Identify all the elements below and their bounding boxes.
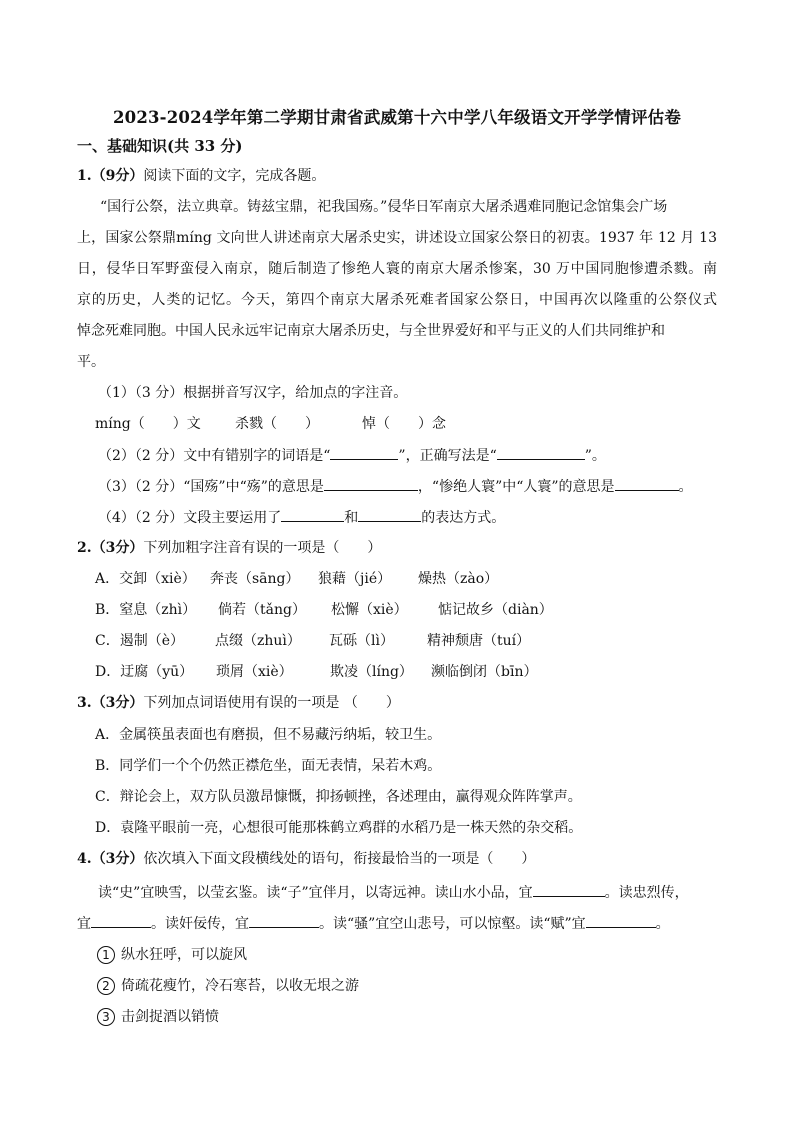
- section-heading: 一、基础知识(共 33 分): [77, 137, 243, 155]
- option-row-d: [95, 662, 735, 682]
- question-number: 2.: [77, 540, 92, 556]
- question-text: 阅读下面的文字，完成各题。: [143, 168, 326, 184]
- answer-blank[interactable]: [281, 507, 344, 522]
- question-number: 1.: [77, 168, 92, 184]
- question-text: 下列加点词语使用有误的一项是 （ ）: [143, 695, 400, 711]
- passage-text: 。读“骚”宜空山悲号，可以惊壑。读“赋”宜: [319, 916, 586, 932]
- passage-line: “国行公祭，法立典章。铸兹宝鼎，祀我国殇。”侵华日军南京大屠杀遇难同胞记念馆集会广场: [100, 199, 668, 215]
- option-b: B．同学们一个个仍然正襟危坐，面无表情，呆若木鸡。: [95, 758, 442, 774]
- passage-text: 宜: [77, 916, 91, 932]
- choice-text: 纵水狂呼，可以旋风: [121, 947, 247, 963]
- question-number: 4.: [77, 851, 92, 867]
- option-cell: 狼藉（jié）: [318, 571, 392, 587]
- option-cell: C．遏制（è）: [95, 633, 184, 649]
- option-cell: 欺凌（líng）: [330, 664, 413, 680]
- option-cell: 濒临倒闭（bīn）: [431, 664, 538, 680]
- option-cell: 精神颓唐（tuí）: [427, 633, 531, 649]
- q4-choice: [97, 945, 737, 965]
- passage-line: 平。: [77, 354, 105, 370]
- subquestion-2: [98, 445, 738, 466]
- subquestion-1: （1）（3 分）根据拼音写汉字，给加点的字注音。: [98, 385, 408, 401]
- passage-text: 读“史”宜映雪，以莹玄鉴。读“子”宜伴月，以寄远神。读山水小品，宜: [98, 885, 533, 901]
- question-score: （3分）: [91, 851, 144, 867]
- option-row-b: [95, 600, 735, 620]
- pinyin-item: 杀戮（ ）: [235, 416, 319, 432]
- option-cell: 惦记故乡（diàn）: [438, 602, 553, 618]
- option-cell: 瓦砾（lì）: [329, 633, 394, 649]
- option-cell: 松懈（xiè）: [331, 602, 408, 618]
- answer-blank[interactable]: [533, 882, 605, 897]
- answer-blank[interactable]: [586, 913, 656, 928]
- passage-text: 。: [655, 916, 670, 932]
- subquestion-text: ”。: [584, 448, 606, 464]
- answer-blank[interactable]: [497, 445, 585, 460]
- question-3-stem: [77, 693, 717, 713]
- passage-line: 悼念死难同胞。中国人民永远牢记南京大屠杀历史，与全世界爱好和平与正义的人们共同维护和: [77, 323, 665, 339]
- subquestion-text: （2）（2 分）文中有错别字的词语是“: [98, 448, 331, 464]
- answer-blank[interactable]: [91, 913, 151, 928]
- subquestion-text: 和: [344, 510, 359, 526]
- circled-number: 2: [97, 977, 115, 995]
- option-d: D．袁隆平眼前一亮，心想很可能那株鹤立鸡群的水稻乃是一株天然的杂交稻。: [95, 820, 583, 836]
- option-a: A．金属筷虽表面也有磨损，但不易藏污纳垢，较卫生。: [95, 727, 442, 743]
- option-cell: D．迂腐（yū）: [95, 664, 194, 680]
- passage-line: 京的历史，人类的记忆。今天，第四个南京大屠杀死难者国家公祭日，中国再次以隆重的公祭仪式: [77, 292, 717, 308]
- answer-blank[interactable]: [615, 476, 679, 491]
- subquestion-4: [98, 507, 738, 528]
- option-cell: 倘若（tǎng）: [218, 602, 306, 618]
- option-cell: B．窒息（zhì）: [95, 602, 197, 618]
- question-4-stem: [77, 849, 717, 869]
- subquestion-1-items: [95, 414, 735, 434]
- q4-passage-line: [98, 882, 738, 903]
- option-cell: A．交卸（xiè）: [95, 571, 196, 587]
- option-row-c: [95, 631, 735, 651]
- choice-text: 倚疏花瘦竹，冷石寒苔，以收无垠之游: [121, 978, 359, 994]
- q4-choice: [97, 976, 737, 996]
- document-title: 2023-2024学年第二学期甘肃省武威第十六中学八年级语文开学学情评估卷: [112, 108, 682, 127]
- pinyin-item: míng（ ）文: [95, 416, 201, 432]
- q4-passage-line: [77, 913, 717, 934]
- subquestion-text: 。: [678, 479, 693, 495]
- answer-blank[interactable]: [358, 507, 421, 522]
- subquestion-3: [98, 476, 738, 497]
- option-row-a: [95, 569, 735, 589]
- answer-blank[interactable]: [324, 476, 418, 491]
- question-text: 依次填入下面文段横线处的语句，衔接最恰当的一项是（ ）: [143, 851, 536, 867]
- option-cell: 琐屑（xiè）: [216, 664, 293, 680]
- question-score: （3分）: [91, 540, 144, 556]
- passage-line: 日，侵华日军野蛮侵入南京，随后制造了惨绝人寰的南京大屠杀惨案，30 万中国同胞惨遭杀戮。南: [77, 261, 717, 277]
- passage-line: 上，国家公祭鼎míng 文向世人讲述南京大屠杀史实，讲述设立国家公祭日的初衷。1937 年 12 月 13: [77, 230, 717, 246]
- passage-text: 。读忠烈传，: [604, 885, 689, 901]
- question-2-stem: [77, 538, 717, 558]
- option-cell: 点缀（zhuì）: [215, 633, 301, 649]
- question-1-stem: [77, 166, 717, 186]
- subquestion-text: （3）（2 分）“国殇”中“殇”的意思是: [98, 479, 324, 495]
- q4-choice: [97, 1007, 737, 1027]
- pinyin-item: 悼（ ）念: [362, 416, 446, 432]
- question-number: 3.: [77, 695, 92, 711]
- question-text: 下列加粗字注音有误的一项是（ ）: [143, 540, 382, 556]
- answer-blank[interactable]: [330, 445, 398, 460]
- option-cell: 燥热（zào）: [418, 571, 499, 587]
- subquestion-text: ，“惨绝人寰”中“人寰”的意思是: [417, 479, 615, 495]
- option-c: C．辩论会上，双方队员激昂慷慨，抑扬顿挫，各述理由，赢得观众阵阵掌声。: [95, 789, 582, 805]
- circled-number: 1: [97, 946, 115, 964]
- question-score: （9分）: [91, 168, 144, 184]
- question-score: （3分）: [91, 695, 144, 711]
- passage-text: 。读奸佞传，宜: [151, 916, 249, 932]
- subquestion-text: ”，正确写法是“: [398, 448, 497, 464]
- subquestion-text: 的表达方式。: [421, 510, 506, 526]
- option-cell: 奔丧（sāng）: [210, 571, 300, 587]
- answer-blank[interactable]: [249, 913, 319, 928]
- circled-number: 3: [97, 1008, 115, 1026]
- subquestion-text: （4）（2 分）文段主要运用了: [98, 510, 282, 526]
- choice-text: 击剑捉酒以销愤: [121, 1009, 219, 1025]
